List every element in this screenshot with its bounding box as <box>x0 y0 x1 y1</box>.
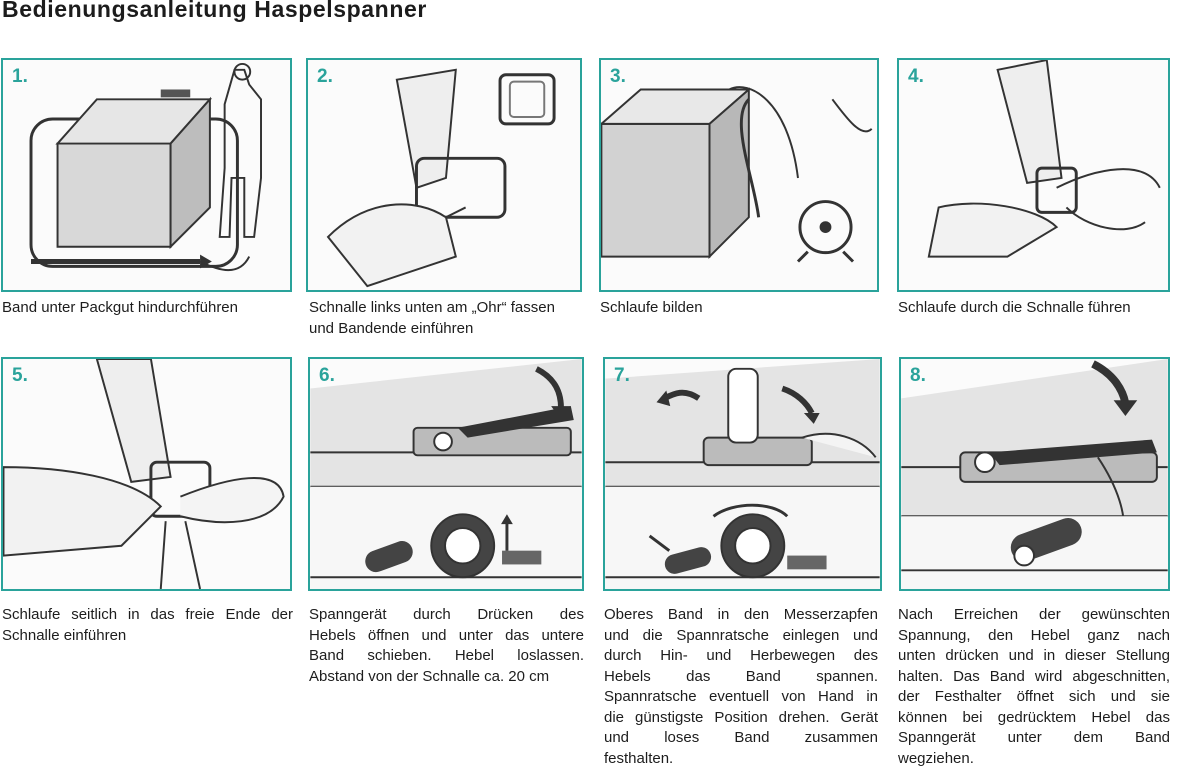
step-1-caption <box>2 298 292 319</box>
step-6-number: 6. <box>319 365 335 387</box>
step-8-caption-line-5: der Festhalter öffnet sich und sie <box>898 687 1170 708</box>
step-8-caption-line-3: unten drücken und in dieser Stellung <box>898 646 1170 667</box>
step-1-number: 1. <box>12 66 28 88</box>
step-3-caption <box>600 298 880 319</box>
step-7-caption-line-5: Spannratsche eventuell von Hand in <box>604 687 878 708</box>
step-7-caption-line-2: und die Spannratsche einlegen und <box>604 626 878 647</box>
step-5-caption <box>2 605 293 646</box>
step-5-illustration <box>1 357 292 591</box>
step-2-caption-line-2: und Bandende einführen <box>309 319 584 340</box>
step-4-caption-line-1: Schlaufe durch die Schnalle führen <box>898 298 1178 319</box>
step-7-number: 7. <box>614 365 630 387</box>
step-4-illustration <box>897 58 1170 292</box>
step-6-caption-line-1: Spanngerät durch Drücken des <box>309 605 584 626</box>
step-8-caption-line-7: Spanngerät unter dem Band <box>898 728 1170 749</box>
loop-forming-drawing <box>601 60 877 290</box>
step-8-caption-line-6: können bei gedrücktem Hebel das <box>898 708 1170 729</box>
step-7-illustration <box>603 357 882 591</box>
ratchet-tensioning-drawing <box>605 359 880 589</box>
step-8-number: 8. <box>910 365 926 387</box>
package-strap-drawing <box>3 60 290 290</box>
step-8-illustration <box>899 357 1170 591</box>
step-7-caption-line-8: festhalten. <box>604 749 878 769</box>
step-8-caption-line-8: wegziehen. <box>898 749 1170 769</box>
step-6-caption <box>309 605 584 687</box>
page-title: Bedienungsanleitung Haspelspanner <box>2 0 427 23</box>
step-2-caption-line-1: Schnalle links unten am „Ohr“ fassen <box>309 298 584 319</box>
cut-and-remove-drawing <box>901 359 1168 589</box>
step-6-caption-line-3: Band schieben. Hebel loslassen. <box>309 646 584 667</box>
buckle-insert-drawing <box>308 60 580 290</box>
step-7-caption-line-4: Hebels das Band spannen. <box>604 667 878 688</box>
step-8-caption-line-1: Nach Erreichen der gewünschten <box>898 605 1170 626</box>
step-2-caption <box>309 298 584 339</box>
step-4-caption <box>898 298 1178 319</box>
step-5-number: 5. <box>12 365 28 387</box>
step-3-number: 3. <box>610 66 626 88</box>
loop-through-buckle-drawing <box>899 60 1168 290</box>
step-7-caption-line-3: durch Hin- und Herbewegen des <box>604 646 878 667</box>
step-8-caption-line-2: Spannung, den Hebel ganz nach <box>898 626 1170 647</box>
step-7-caption-line-7: und loses Band zusammen <box>604 728 878 749</box>
step-7-caption-line-6: die günstigste Position drehen. Gerät <box>604 708 878 729</box>
step-3-illustration <box>599 58 879 292</box>
step-6-caption-line-4: Abstand von der Schnalle ca. 20 cm <box>309 667 584 688</box>
loop-side-insert-drawing <box>3 359 290 589</box>
step-7-caption-line-1: Oberes Band in den Messerzapfen <box>604 605 878 626</box>
step-8-caption <box>898 605 1170 769</box>
step-7-caption <box>604 605 878 769</box>
step-1-illustration <box>1 58 292 292</box>
step-8-caption-line-4: halten. Das Band wird abgeschnitten, <box>898 667 1170 688</box>
step-6-illustration <box>308 357 584 591</box>
step-3-caption-line-1: Schlaufe bilden <box>600 298 880 319</box>
step-2-number: 2. <box>317 66 333 88</box>
tensioner-insert-drawing <box>310 359 582 589</box>
step-6-caption-line-2: Hebels öffnen und unter das untere <box>309 626 584 647</box>
step-2-illustration <box>306 58 582 292</box>
step-1-caption-line-1: Band unter Packgut hindurchführen <box>2 298 292 319</box>
step-5-caption-line-2: Schnalle einführen <box>2 626 293 647</box>
step-5-caption-line-1: Schlaufe seitlich in das freie Ende der <box>2 605 293 626</box>
step-4-number: 4. <box>908 66 924 88</box>
